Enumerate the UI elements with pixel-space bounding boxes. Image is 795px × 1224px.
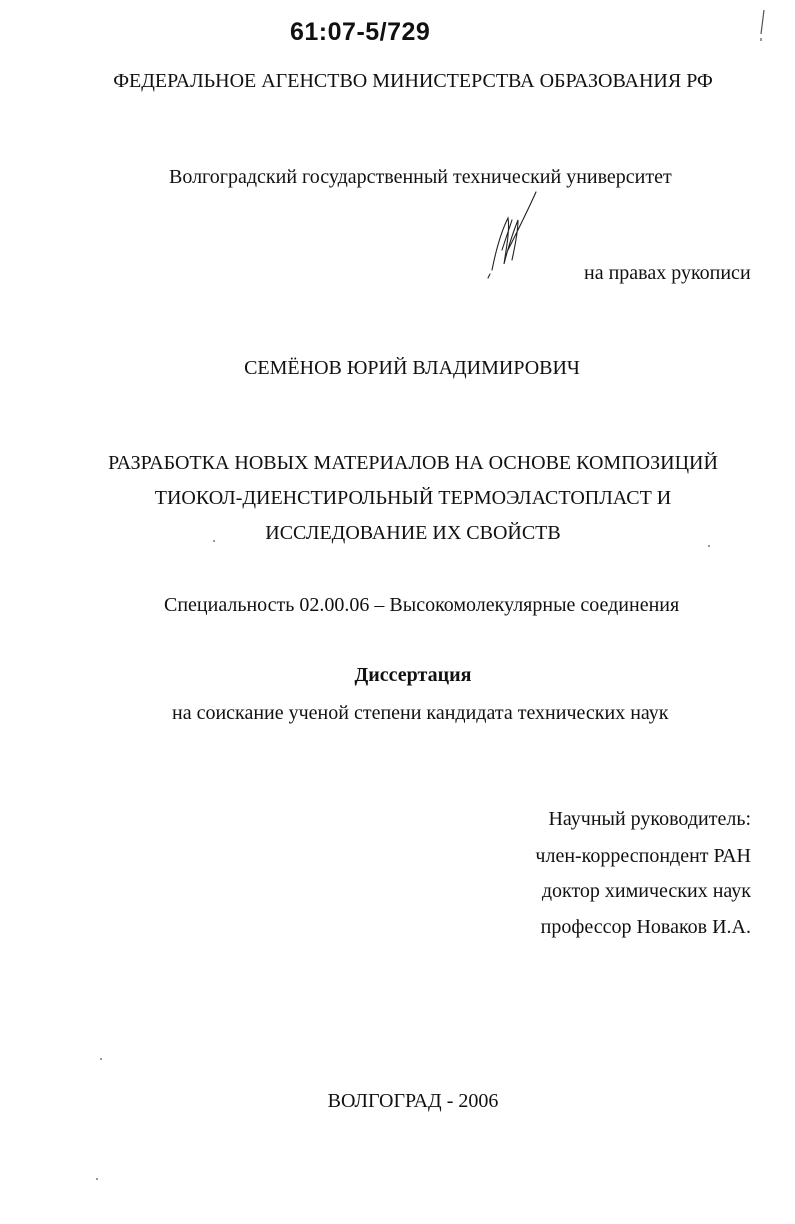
supervisor-heading: Научный руководитель: — [548, 808, 751, 830]
supervisor-title-2: доктор химических наук — [541, 880, 751, 902]
scan-speck — [213, 540, 215, 542]
thesis-title-line-3: ИССЛЕДОВАНИЕ ИХ СВОЙСТВ — [265, 522, 561, 544]
scan-mark-icon — [755, 8, 769, 48]
specialty-line: Специальность 02.00.06 – Высокомолекулярные соединения — [164, 594, 680, 616]
agency-heading: ФЕДЕРАЛЬНОЕ АГЕНСТВО МИНИСТЕРСТВА ОБРАЗОВАНИЯ РФ — [113, 70, 713, 92]
scan-speck — [100, 1058, 102, 1060]
signature-icon — [478, 190, 548, 280]
university-name: Волгоградский государственный технический университет — [169, 166, 672, 188]
author-name: СЕМЁНОВ ЮРИЙ ВЛАДИМИРОВИЧ — [244, 357, 580, 379]
city-year: ВОЛГОГРАД - 2006 — [327, 1090, 499, 1112]
thesis-title-line-2: ТИОКОЛ-ДИЕНСТИРОЛЬНЫЙ ТЕРМОЭЛАСТОПЛАСТ И — [154, 487, 672, 509]
rights-note: на правах рукописи — [584, 262, 751, 284]
supervisor-title-1: член-корреспондент РАН — [535, 845, 751, 867]
scan-speck — [96, 1178, 98, 1180]
scan-speck — [708, 545, 710, 547]
archive-stamp-code: 61:07-5/729 — [290, 18, 431, 46]
supervisor-name: профессор Новаков И.А. — [540, 916, 751, 938]
dissertation-label: Диссертация — [354, 664, 472, 686]
thesis-title-line-1: РАЗРАБОТКА НОВЫХ МАТЕРИАЛОВ НА ОСНОВЕ КОМПОЗИЦИЙ — [108, 452, 718, 474]
dissertation-subtitle: на соискание ученой степени кандидата технических наук — [172, 702, 669, 724]
